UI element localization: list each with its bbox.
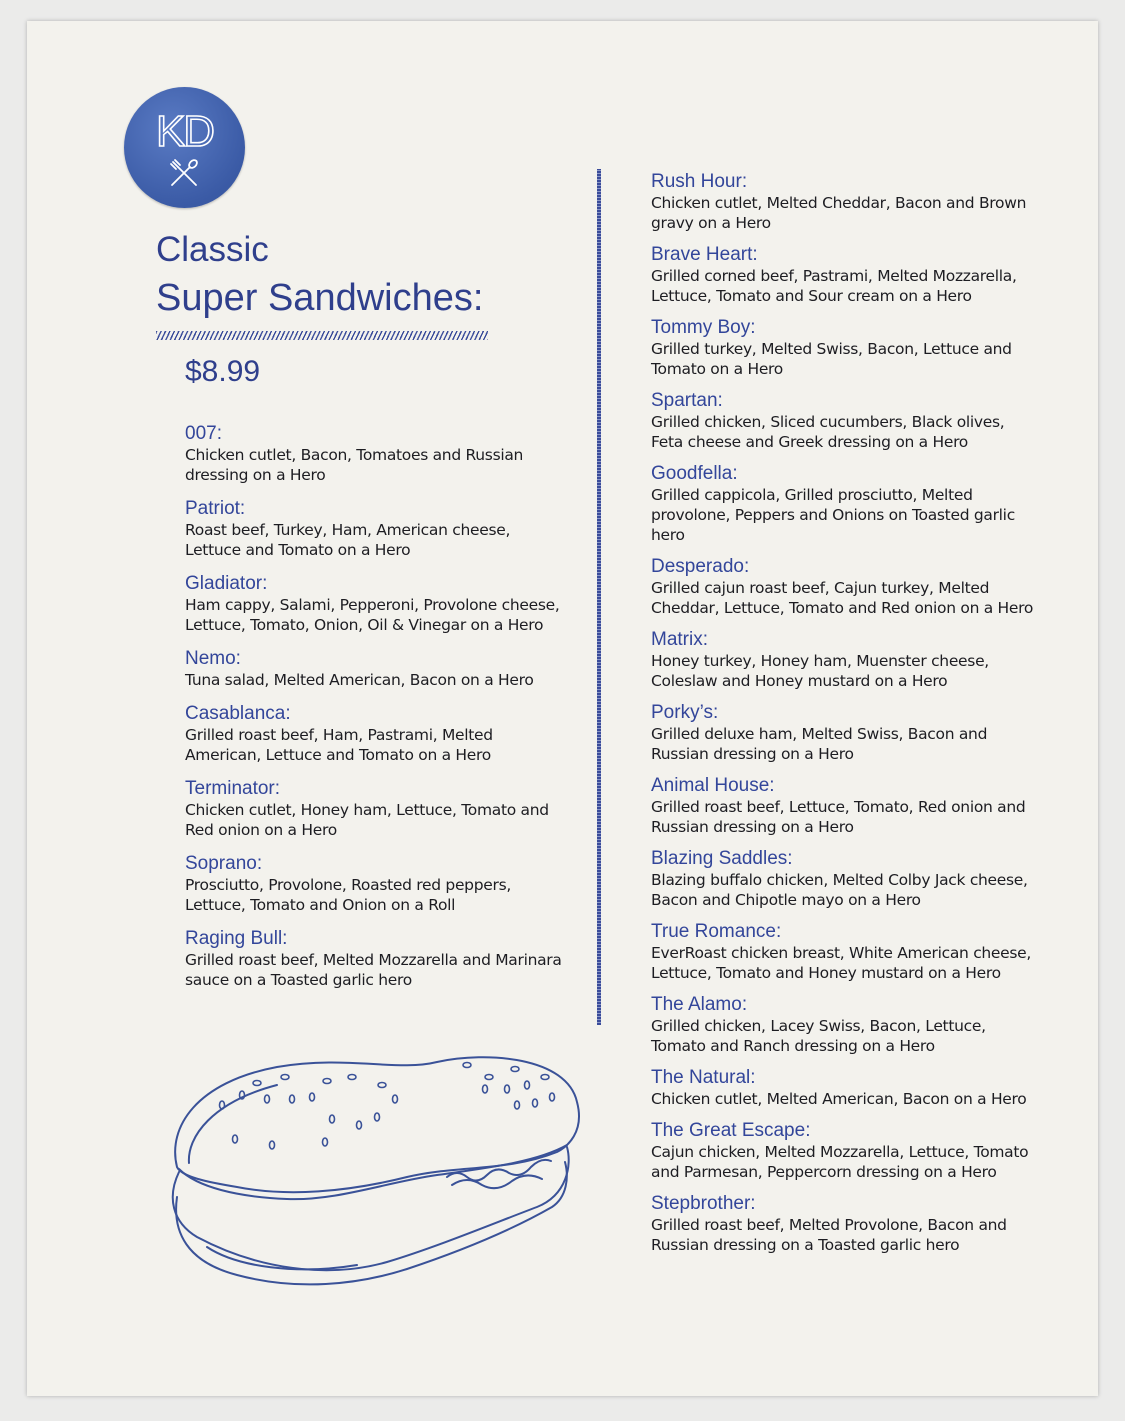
menu-item-name: Gladiator:	[185, 573, 268, 594]
menu-item-name: Porky’s:	[651, 702, 719, 723]
menu-item	[185, 498, 570, 560]
menu-item-description: Grilled chicken, Sliced cucumbers, Black olives, Feta cheese and Greek dressing on a Hero	[651, 413, 1005, 451]
menu-item-description: Grilled corned beef, Pastrami, Melted Mozzarella, Lettuce, Tomato and Sour cream on a Hero	[651, 267, 1017, 305]
menu-item-description: Chicken cutlet, Bacon, Tomatoes and Russian dressing on a Hero	[185, 446, 524, 484]
menu-item-name: Animal House:	[651, 775, 775, 796]
menu-item	[651, 994, 1041, 1056]
menu-title-line-2: Super Sandwiches:	[156, 277, 484, 319]
price: $8.99	[185, 355, 261, 388]
left-column	[185, 423, 570, 1003]
logo-text: KD	[155, 107, 214, 156]
menu-item-name: Brave Heart:	[651, 244, 758, 265]
menu-item-name: Casablanca:	[185, 703, 291, 724]
menu-item-name: The Great Escape:	[651, 1120, 811, 1141]
menu-item-description: Chicken cutlet, Melted American, Bacon on a Hero	[651, 1090, 1027, 1108]
hatched-divider	[156, 331, 488, 340]
crossed-fork-spoon-icon	[168, 157, 200, 189]
menu-item-name: The Natural:	[651, 1067, 756, 1088]
menu-item-name: Desperado:	[651, 556, 750, 577]
menu-title-line-1: Classic	[156, 230, 269, 269]
menu-item	[185, 648, 570, 690]
right-column	[651, 171, 1041, 1266]
menu-item-name: Blazing Saddles:	[651, 848, 793, 869]
menu-item-description: Grilled cajun roast beef, Cajun turkey, Melted Cheddar, Lettuce, Tomato and Red onion on a Hero	[651, 579, 1034, 617]
menu-item-description: Tuna salad, Melted American, Bacon on a Hero	[185, 671, 534, 689]
menu-item-description: Roast beef, Turkey, Ham, American cheese, Lettuce and Tomato on a Hero	[185, 521, 511, 559]
menu-item-description: Chicken cutlet, Melted Cheddar, Bacon and Brown gravy on a Hero	[651, 194, 1027, 232]
menu-item	[185, 853, 570, 915]
menu-item-name: Stepbrother:	[651, 1193, 756, 1214]
menu-item-description: Cajun chicken, Melted Mozzarella, Lettuce, Tomato and Parmesan, Peppercorn dressing on a Hero	[651, 1143, 1029, 1181]
menu-item-name: Patriot:	[185, 498, 246, 519]
menu-item-name: Spartan:	[651, 390, 723, 411]
menu-item-description: Grilled roast beef, Melted Provolone, Bacon and Russian dressing on a Toasted garlic hero	[651, 1216, 1007, 1254]
menu-item	[651, 463, 1041, 545]
menu-item	[651, 1120, 1041, 1182]
menu-item-name: Soprano:	[185, 853, 263, 874]
menu-item-description: Grilled deluxe ham, Melted Swiss, Bacon and Russian dressing on a Hero	[651, 725, 988, 763]
menu-item-description: EverRoast chicken breast, White American cheese, Lettuce, Tomato and Honey mustard on a Hero	[651, 944, 1032, 982]
menu-item	[651, 317, 1041, 379]
menu-item-name: Rush Hour:	[651, 171, 748, 192]
menu-item-description: Honey turkey, Honey ham, Muenster cheese, Coleslaw and Honey mustard on a Hero	[651, 652, 989, 690]
logo	[124, 87, 245, 208]
menu-item-name: Matrix:	[651, 629, 708, 650]
sandwich-illustration	[167, 1047, 587, 1297]
menu-item-description: Grilled chicken, Lacey Swiss, Bacon, Lettuce, Tomato and Ranch dressing on a Hero	[651, 1017, 986, 1055]
menu-item	[651, 921, 1041, 983]
menu-item-name: Raging Bull:	[185, 928, 288, 949]
menu-item-description: Blazing buffalo chicken, Melted Colby Jack cheese, Bacon and Chipotle mayo on a Hero	[651, 871, 1028, 909]
menu-item-name: Goodfella:	[651, 463, 738, 484]
menu-item-description: Prosciutto, Provolone, Roasted red peppers, Lettuce, Tomato and Onion on a Roll	[185, 876, 511, 914]
menu-item-description: Ham cappy, Salami, Pepperoni, Provolone cheese, Lettuce, Tomato, Onion, Oil & Vinegar on a Hero	[185, 596, 560, 634]
menu-page	[27, 21, 1098, 1396]
menu-item-description: Grilled roast beef, Melted Mozzarella and Marinara sauce on a Toasted garlic hero	[185, 951, 562, 989]
menu-item	[651, 244, 1041, 306]
menu-item-description: Grilled roast beef, Lettuce, Tomato, Red onion and Russian dressing on a Hero	[651, 798, 1026, 836]
menu-item	[651, 1067, 1041, 1109]
column-divider	[597, 169, 601, 1025]
menu-item	[185, 573, 570, 635]
menu-item	[651, 390, 1041, 452]
menu-item-name: 007:	[185, 423, 222, 444]
menu-item	[651, 171, 1041, 233]
menu-item-name: Terminator:	[185, 778, 281, 799]
menu-item	[185, 778, 570, 840]
menu-item-description: Grilled turkey, Melted Swiss, Bacon, Lettuce and Tomato on a Hero	[651, 340, 1012, 378]
menu-item-description: Chicken cutlet, Honey ham, Lettuce, Tomato and Red onion on a Hero	[185, 801, 549, 839]
menu-item	[185, 423, 570, 485]
menu-item-name: Tommy Boy:	[651, 317, 756, 338]
menu-item-description: Grilled cappicola, Grilled prosciutto, Melted provolone, Peppers and Onions on Toasted garlic hero	[651, 486, 1015, 544]
menu-item	[651, 629, 1041, 691]
menu-item-description: Grilled roast beef, Ham, Pastrami, Melted American, Lettuce and Tomato on a Hero	[185, 726, 493, 764]
menu-item-name: True Romance:	[651, 921, 782, 942]
menu-item	[651, 848, 1041, 910]
menu-item-name: Nemo:	[185, 648, 241, 669]
menu-item	[651, 1193, 1041, 1255]
menu-item	[651, 556, 1041, 618]
menu-item	[185, 928, 570, 990]
menu-item	[185, 703, 570, 765]
menu-item	[651, 775, 1041, 837]
menu-item-name: The Alamo:	[651, 994, 748, 1015]
menu-item	[651, 702, 1041, 764]
